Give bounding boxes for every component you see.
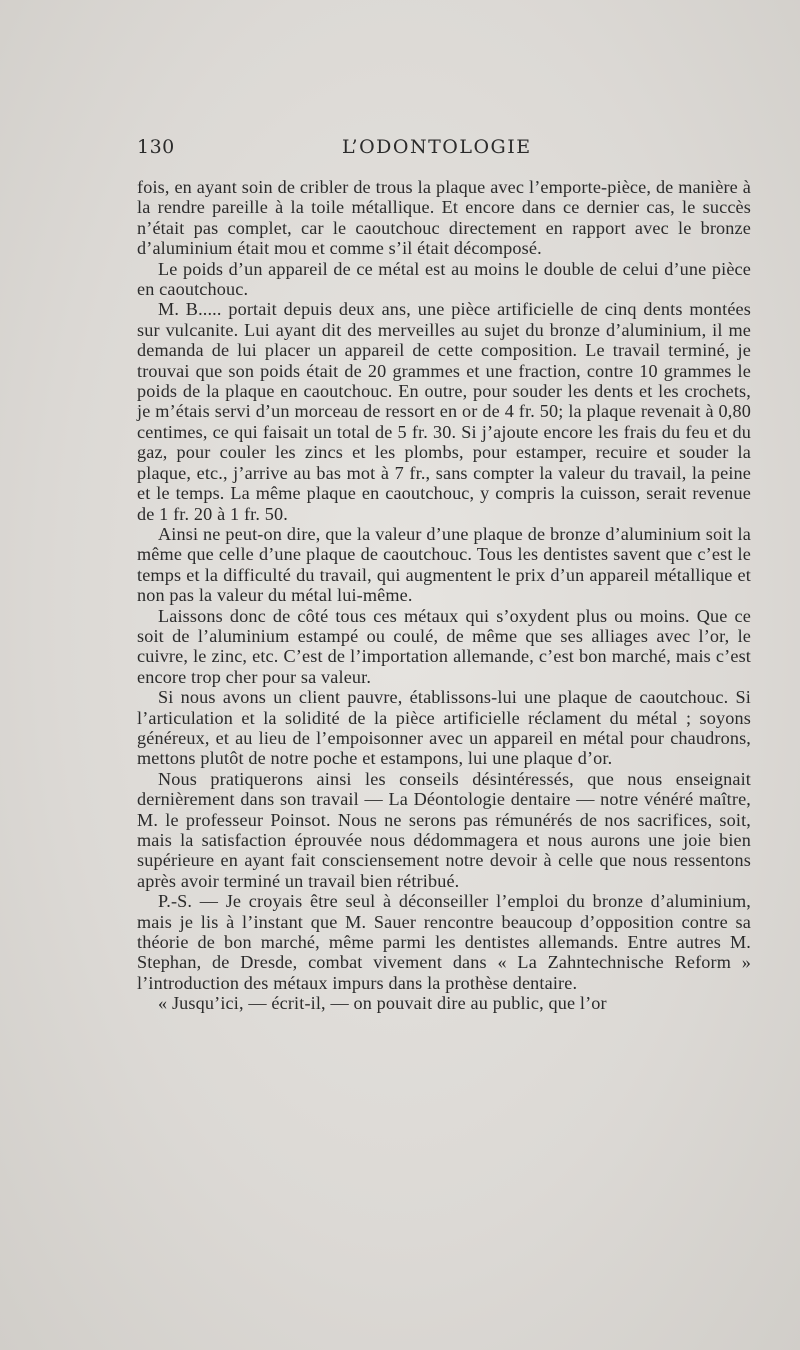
paragraph: P.-S. — Je croyais être seul à déconseiller l’emploi du bronze d’aluminium, mais je lis à l’instant que M. Sauer rencontre beaucoup d’opposition contre sa théorie de bon marché, même parmi les dentistes allemands. Entre autres M. Stephan, de Dresde, combat vivement dans « La Zahntechnische Reform » l’introduction des métaux impurs dans la prothèse dentaire. — [137, 891, 751, 993]
paragraph: Laissons donc de côté tous ces métaux qui s’oxydent plus ou moins. Que ce soit de l’aluminium estampé ou coulé, de même que ses alliages avec l’or, le cuivre, le zinc, etc. C’est de l’importation allemande, c’est bon marché, mais c’est encore trop cher pour sa valeur. — [137, 605, 751, 687]
paragraph: « Jusqu’ici, — écrit-il, — on pouvait dire au public, que l’or — [158, 993, 607, 1014]
paragraph: Nous pratiquerons ainsi les conseils désintéressés, que nous enseignait dernièrement dans son travail — La Déontologie dentaire — notre vénéré maître, M. le professeur Poinsot. Nous ne serons pas rémunérés de nos sacrifices, soit, mais la satisfaction éprouvée nous dédommagera et nous aurons une joie bien supérieure en ayant fait consciensement notre devoir à celle que nous ressentons après avoir terminé un travail bien rétribué. — [137, 768, 751, 891]
paragraph: fois, en ayant soin de cribler de trous la plaque avec l’emporte-pièce, de manière à la rendre pareille à la toile métallique. Et encore dans ce dernier cas, le succès n’était pas complet, car le caoutchouc directement en rapport avec le bronze d’aluminium était mou et comme s’il était décomposé. — [137, 177, 751, 259]
running-head: L’ODONTOLOGIE — [342, 136, 532, 158]
paragraph: Si nous avons un client pauvre, établissons-lui une plaque de caoutchouc. Si l’articulation et la solidité de la pièce artificielle réclament du métal ; soyons généreux, et au lieu de l’empoisonner avec un appareil en métal pour chaudrons, mettons plutôt de notre poche et estampons, lui une plaque d’or. — [137, 687, 751, 769]
paragraph: Le poids d’un appareil de ce métal est au moins le double de celui d’une pièce en caoutchouc. — [137, 258, 751, 300]
page-number: 130 — [137, 136, 175, 158]
paragraph: M. B..... portait depuis deux ans, une pièce artificielle de cinq dents montées sur vulcanite. Lui ayant dit des merveilles au sujet du bronze d’aluminium, il me demanda de lui placer un appareil de cette composition. Le travail terminé, je trouvai que son poids était de 20 grammes et une fraction, contre 10 grammes le poids de la plaque en caoutchouc. En outre, pour souder les dents et les crochets, je m’étais servi d’un morceau de ressort en or de 4 fr. 50; la plaque revenait à 0,80 centimes, ce qui faisait un total de 5 fr. 30. Si j’ajoute encore les frais du feu et du gaz, pour couler les zincs et les plombs, pour estamper, recuire et souder la plaque, etc., j’arrive au bas mot à 7 fr., sans compter la valeur du travail, la peine et le temps. La même plaque en caoutchouc, y compris la cuisson, serait revenue de 1 fr. 20 à 1 fr. 50. — [137, 299, 751, 524]
page-header — [137, 136, 751, 164]
paragraph: Ainsi ne peut-on dire, que la valeur d’une plaque de bronze d’aluminium soit la même que celle d’une plaque de caoutchouc. Tous les dentistes savent que c’est le temps et la difficulté du travail, qui augmentent le prix d’un appareil métallique et non pas la valeur du métal lui-même. — [137, 523, 751, 606]
body-text — [137, 177, 751, 1014]
